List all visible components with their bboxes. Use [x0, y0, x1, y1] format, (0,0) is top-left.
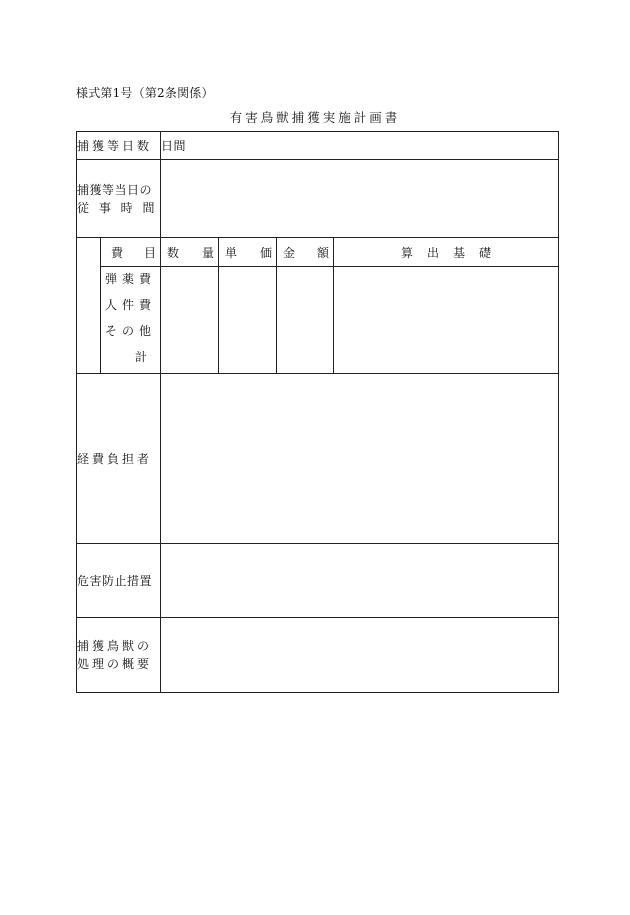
- header-calculation-basis: 算 出 基 礎: [334, 238, 559, 267]
- cost-item-ammunition: 弾薬費: [105, 272, 157, 286]
- disposal-label-line1: 捕獲鳥獣の: [77, 639, 153, 653]
- row-work-hours: [77, 160, 559, 238]
- header-unit-price: 単 価: [219, 238, 277, 267]
- cost-item-total: 計: [135, 350, 153, 364]
- cost-side-cell: [77, 238, 101, 374]
- header-quantity: 数 量: [161, 238, 219, 267]
- amount-field[interactable]: [277, 267, 334, 374]
- row-cost-bearer: [77, 374, 559, 544]
- unit-price-field[interactable]: [219, 267, 277, 374]
- header-item: 費 目: [101, 238, 161, 267]
- hazard-prevention-field[interactable]: [161, 544, 559, 618]
- work-hours-label-line2: 従 事 時 間: [77, 200, 158, 215]
- cost-bearer-label: 経費負担者: [77, 374, 161, 544]
- cost-items-list: [101, 267, 161, 374]
- form-number: 様式第1号（第2条関係）: [76, 86, 214, 100]
- work-hours-label: [77, 160, 161, 238]
- document-title: 有害鳥獣捕獲実施計画書: [229, 110, 401, 125]
- work-hours-label-line1: 捕獲等当日の: [77, 182, 153, 197]
- capture-days-label: 捕獲等日数: [77, 132, 161, 160]
- quantity-field[interactable]: [161, 267, 219, 374]
- work-hours-field[interactable]: [161, 160, 559, 238]
- plan-form-table: [76, 131, 559, 693]
- row-cost-header: [77, 238, 559, 267]
- row-capture-days: [77, 132, 559, 160]
- disposal-label-line2: 処理の概要: [77, 657, 153, 671]
- capture-days-unit: 日間: [161, 139, 187, 153]
- capture-days-field[interactable]: [161, 132, 559, 160]
- disposal-field[interactable]: [161, 618, 559, 693]
- cost-bearer-field[interactable]: [161, 374, 559, 544]
- row-hazard-prevention: [77, 544, 559, 618]
- disposal-label: [77, 618, 161, 693]
- row-cost-items: [77, 267, 559, 374]
- hazard-prevention-label: 危害防止措置: [77, 544, 161, 618]
- cost-item-other: その他: [105, 324, 157, 338]
- cost-item-labor: 人件費: [105, 298, 157, 312]
- calculation-basis-field[interactable]: [334, 267, 559, 374]
- row-disposal: [77, 618, 559, 693]
- header-amount: 金 額: [277, 238, 334, 267]
